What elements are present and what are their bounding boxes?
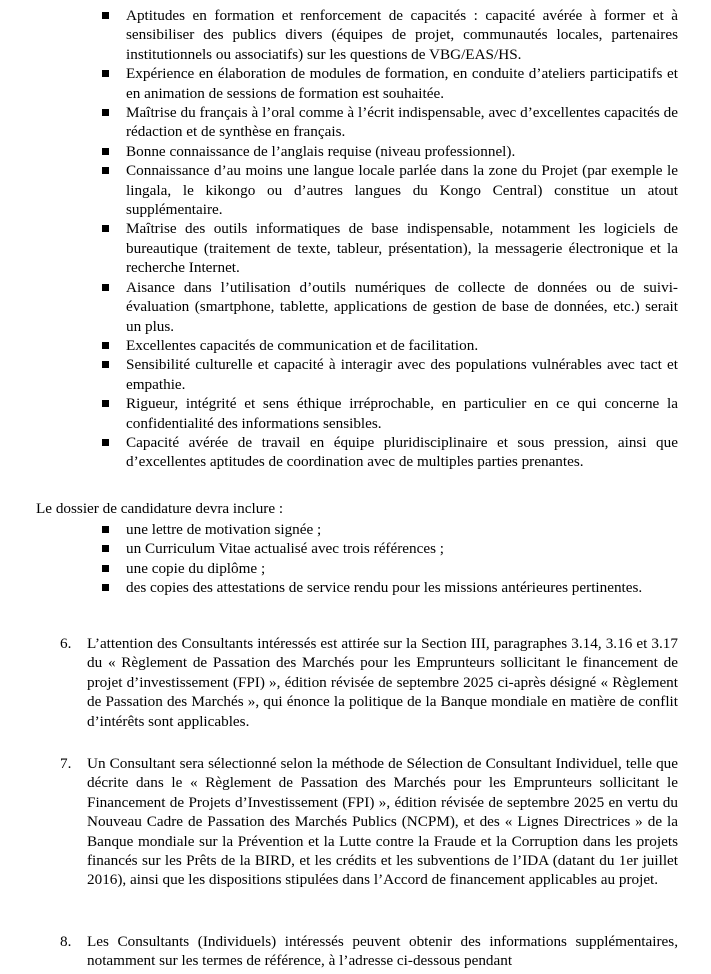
list-item xyxy=(126,161,678,219)
list-item-text: Expérience en élaboration de modules de formation, en conduite d’ateliers participatifs et en animation de sessions de formation est souhaitée. xyxy=(126,65,678,102)
list-item xyxy=(126,355,678,394)
application-documents-list xyxy=(126,520,678,598)
square-bullet-icon xyxy=(102,148,109,155)
list-item xyxy=(126,539,678,558)
square-bullet-icon xyxy=(102,361,109,368)
square-bullet-icon xyxy=(102,526,109,533)
list-item xyxy=(126,219,678,277)
list-item xyxy=(126,103,678,142)
list-item-text: Excellentes capacités de communication et de facilitation. xyxy=(126,336,479,354)
list-item xyxy=(126,394,678,433)
square-bullet-icon xyxy=(102,167,109,174)
paragraph-text: L’attention des Consultants intéressés est attirée sur la Section III, paragraphes 3.14, 3.16 et 3.17 du « Règlement de Passation des Marchés pour les Emprunteurs sollicitant le financement de projet d’investissement (FPI) », édition révisée de septembre 2025 ci-après désigné « Règlement de Passation des Marchés », qui énonce la politique de la Banque mondiale en matière de conflit d’intérêts sont applicables. xyxy=(87,635,678,730)
list-item-text: Maîtrise des outils informatiques de base indispensable, notamment les logiciels de bureautique (traitement de texte, tableur, présentation), la messagerie électronique et la recherche Internet. xyxy=(126,220,678,277)
square-bullet-icon xyxy=(102,225,109,232)
list-item xyxy=(126,142,678,161)
list-item-text: Rigueur, intégrité et sens éthique irréprochable, en particulier en ce qui concerne la confidentialité des informations sensibles. xyxy=(126,395,678,432)
list-item-text: une lettre de motivation signée ; xyxy=(126,521,322,538)
list-item xyxy=(126,520,678,539)
list-item-text: une copie du diplôme ; xyxy=(126,559,266,577)
list-item-text: Maîtrise du français à l’oral comme à l’écrit indispensable, avec d’excellentes capacités de rédaction et de synthèse en français. xyxy=(126,104,678,141)
list-item-text: un Curriculum Vitae actualisé avec trois références ; xyxy=(126,540,445,558)
square-bullet-icon xyxy=(102,400,109,407)
list-item-text: Aisance dans l’utilisation d’outils numériques de collecte de données ou de suivi-évaluation (smartphone, tablette, applications de gestion de base de données, etc.) serait un plus. xyxy=(126,278,678,335)
list-item-text: Aptitudes en formation et renforcement de capacités : capacité avérée à former et à sensibiliser des publics divers (équipes de projet, communautés locales, partenaires institutionnels ou associatifs) sur les questions de VBG/EAS/HS. xyxy=(126,7,678,63)
paragraph-text: Les Consultants (Individuels) intéressés peuvent obtenir des informations supplémentaires, notamment sur les termes de référence, à l’adresse ci-dessous pendant xyxy=(87,933,678,970)
list-item xyxy=(126,278,678,336)
application-intro: Le dossier de candidature devra inclure : xyxy=(36,500,284,517)
square-bullet-icon xyxy=(102,284,109,291)
list-item-text: des copies des attestations de service rendu pour les missions antérieures pertinentes. xyxy=(126,579,643,597)
square-bullet-icon xyxy=(102,70,109,77)
list-item xyxy=(126,559,678,578)
numbered-paragraph xyxy=(60,932,678,971)
square-bullet-icon xyxy=(102,584,109,591)
numbered-paragraph xyxy=(60,754,678,890)
list-item xyxy=(126,433,678,472)
list-item-text: Bonne connaissance de l’anglais requise (niveau professionnel). xyxy=(126,142,516,160)
paragraph-number: 6. xyxy=(60,635,72,652)
square-bullet-icon xyxy=(102,12,109,19)
square-bullet-icon xyxy=(102,545,109,552)
list-item xyxy=(126,6,678,64)
square-bullet-icon xyxy=(102,109,109,116)
square-bullet-icon xyxy=(102,439,109,446)
list-item xyxy=(126,336,678,355)
paragraph-number: 7. xyxy=(60,755,72,772)
list-item-text: Sensibilité culturelle et capacité à interagir avec des populations vulnérables avec tact et empathie. xyxy=(126,356,678,393)
list-item-text: Connaissance d’au moins une langue locale parlée dans la zone du Projet (par exemple le lingala, le kikongo ou d’autres langues du Kongo Central) constitue un atout supplémentaire. xyxy=(126,162,678,219)
list-item xyxy=(126,578,678,597)
square-bullet-icon xyxy=(102,565,109,572)
paragraph-number: 8. xyxy=(60,933,72,950)
square-bullet-icon xyxy=(102,342,109,349)
list-item-text: Capacité avérée de travail en équipe pluridisciplinaire et sous pression, ainsi que d’excellentes aptitudes de coordination avec de multiples parties prenantes. xyxy=(126,433,678,471)
numbered-paragraph xyxy=(60,634,678,731)
list-item xyxy=(126,64,678,103)
paragraph-text: Un Consultant sera sélectionné selon la méthode de Sélection de Consultant Individuel, telle que décrite dans le « Règlement de Passation des Marchés pour les Emprunteurs sollicitant le Financement de Projets d’Investissement (FPI) », édition révisée de septembre 2025 en vertu du Nouveau Cadre de Passation des Marchés Publics (NCPM), et des « Lignes Directrices » de la Banque mondiale sur la Prévention et la Lutte contre la Fraude et la Corruption dans les projets financés sur les Prêts de la BIRD, et les crédits et les subventions de l’IDA (datant du 1er juillet 2016), ainsi que les dispositions stipulées dans l’Accord de financement applicables au projet. xyxy=(87,755,678,889)
qualifications-list xyxy=(126,6,678,472)
